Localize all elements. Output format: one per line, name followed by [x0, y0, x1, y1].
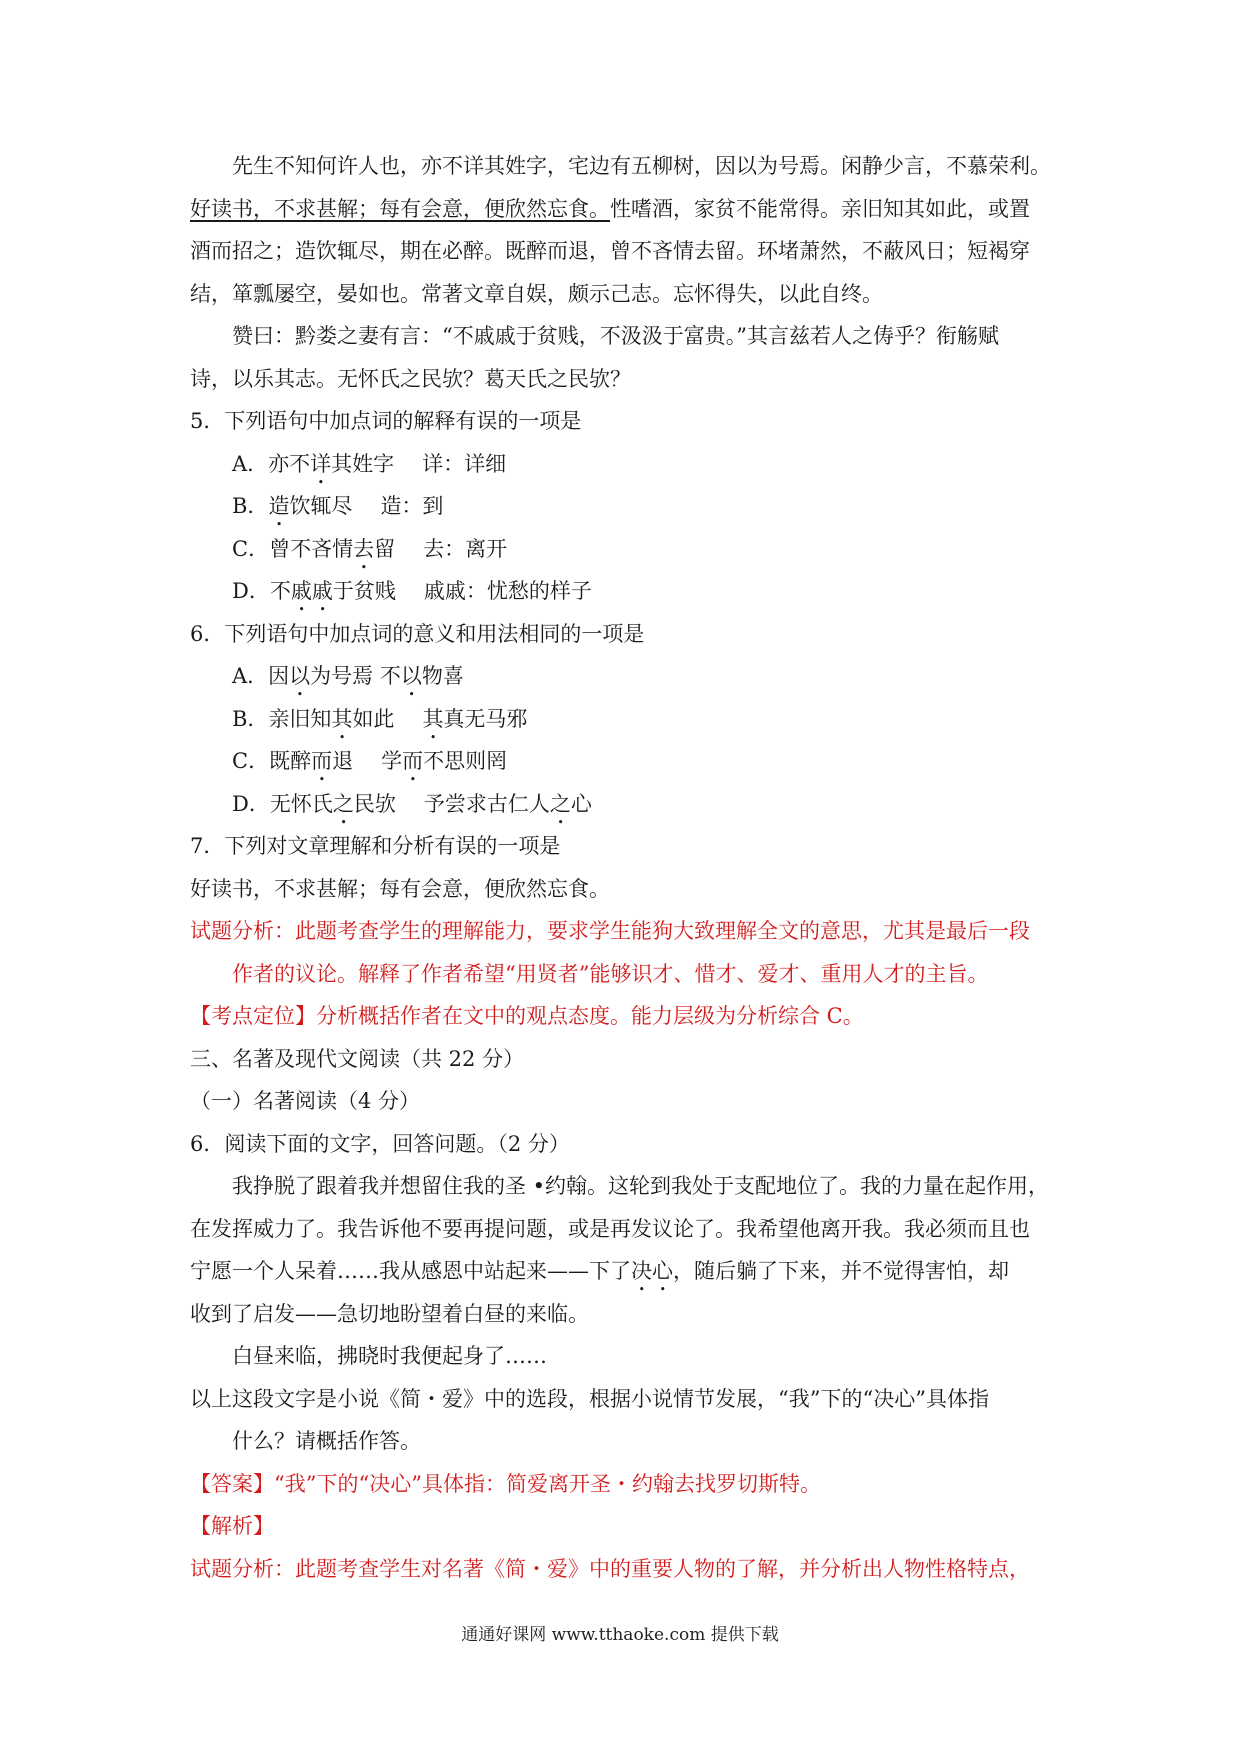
- q5-option-c: [190, 528, 1060, 571]
- analysis-text: 试题分析：此题考查学生对名著《简・爱》中的重要人物的了解，并分析出人物性格特点，: [190, 1556, 1030, 1581]
- label-text: 【解析】: [190, 1514, 274, 1538]
- option-text: 其姓字: [331, 451, 395, 476]
- passage-line: [190, 315, 1060, 358]
- point-text: 【考点定位】分析概括作者在文中的观点态度。能力层级为分析综合 C。: [190, 1004, 864, 1028]
- excerpt-text: 收到了启发——急切地盼望着白昼的来临。: [190, 1301, 589, 1326]
- q6-option-a: [190, 655, 1060, 698]
- option-text: 为号焉: [310, 664, 374, 688]
- option-text: 留: [374, 536, 396, 561]
- dotted-word: 而: [402, 749, 424, 773]
- page-footer: [0, 1620, 1240, 1645]
- q5-option-d: [190, 570, 1060, 613]
- q6-option-d: [190, 783, 1060, 826]
- option-text: 亦不: [268, 451, 311, 476]
- option-gloss: 造：到: [380, 494, 444, 518]
- question-6-stem: [190, 613, 1060, 656]
- option-text: 不: [269, 579, 291, 603]
- q6-option-b: [190, 698, 1060, 741]
- dotted-word: 决心: [631, 1259, 673, 1283]
- passage-line: [190, 273, 1060, 316]
- option-text: 饮辄尽: [289, 494, 353, 518]
- option-letter: B．: [232, 706, 269, 731]
- excerpt-text: ，随后躺了下来，并不觉得害怕，却: [673, 1259, 1009, 1283]
- dotted-word: 其: [422, 706, 444, 731]
- q7-point: [190, 995, 1060, 1038]
- option-text: 物喜: [421, 664, 464, 688]
- option-text: 因: [268, 664, 290, 688]
- passage-text: 先生不知何许人也，亦不详其姓字，宅边有五柳树，因以为号焉。闲静少言，不慕荣利。: [232, 154, 1051, 178]
- excerpt-text: 我挣脱了跟着我并想留住我的圣 •约翰。这轮到我处于支配地位了。我的力量在起作用，: [232, 1174, 1050, 1198]
- dotted-word: 以: [400, 664, 422, 688]
- dotted-word: 之: [549, 791, 571, 816]
- q7-analysis: [190, 953, 1060, 996]
- passage-line: [190, 188, 1060, 231]
- dotted-word: 而: [311, 749, 333, 773]
- excerpt-line: [190, 1293, 1060, 1336]
- question-text: 什么？请概括作答。: [232, 1429, 421, 1453]
- option-text: 不思则罔: [423, 749, 508, 773]
- option-gloss: 详：详细: [422, 451, 507, 476]
- q5-option-a: [190, 443, 1060, 486]
- option-text: 不: [379, 664, 401, 688]
- passage-text: 性嗜酒，家贫不能常得。亲旧知其如此，或置: [610, 196, 1030, 221]
- excerpt-line: [190, 1165, 1060, 1208]
- option-text: 既醉: [269, 749, 312, 773]
- question-text: 6．下列语句中加点词的意义和用法相同的一项是: [190, 621, 645, 646]
- passage-text: 结，箪瓢屡空，晏如也。常著文章自娱，颇示己志。忘怀得失，以此自终。: [190, 281, 883, 306]
- question-7-stem: [190, 825, 1060, 868]
- underlined-sentence: 好读书，不求甚解；每有会意，便欣然忘食。: [190, 196, 610, 221]
- question-text: 以上这段文字是小说《简・爱》中的选段，根据小说情节发展，“我”下的“决心”具体指: [190, 1386, 989, 1411]
- passage-text: 赞曰：黔娄之妻有言：“不戚戚于贫贱，不汲汲于富贵。”其言兹若人之俦乎？衔觞赋: [232, 324, 999, 348]
- option-text: 如此: [352, 706, 395, 731]
- dotted-word: 其: [331, 706, 353, 731]
- option-letter: C．: [232, 749, 270, 773]
- analysis-text: 试题分析：此题考查学生的理解能力，要求学生能狗大致理解全文的意思，尤其是最后一段: [190, 919, 1030, 943]
- question-text: 7．下列对文章理解和分析有误的一项是: [190, 834, 561, 858]
- option-text: 无怀氏: [269, 791, 333, 816]
- passage-text: 酒而招之；造饮辄尽，期在必醉。既醉而退，曾不吝情去留。环堵萧然，不蔽风日；短褐穿: [190, 239, 1030, 263]
- question-6b-stem: [190, 1123, 1060, 1166]
- page-content: [190, 145, 1060, 1590]
- dotted-word: 详: [310, 451, 332, 476]
- option-text: 予尝求古仁人: [423, 791, 550, 816]
- option-letter: D．: [232, 579, 270, 603]
- q6-option-c: [190, 740, 1060, 783]
- option-text: 学: [381, 749, 403, 773]
- option-text: 于贫贱: [332, 579, 396, 603]
- option-gloss: 戚戚：忧愁的样子: [423, 579, 592, 603]
- answer-text: 好读书，不求甚解；每有会意，便欣然忘食。: [190, 876, 610, 901]
- q7-answer-line: [190, 868, 1060, 911]
- option-text: 民欤: [353, 791, 396, 816]
- option-text: 真无马邪: [443, 706, 528, 731]
- question-5-stem: [190, 400, 1060, 443]
- option-gloss: 去：离开: [423, 536, 508, 561]
- section-heading: [190, 1038, 1060, 1081]
- question-text: 6．阅读下面的文字，回答问题。（2 分）: [190, 1131, 570, 1156]
- heading-text: 三、名著及现代文阅读（共 22 分）: [190, 1046, 525, 1071]
- option-letter: A．: [232, 451, 269, 476]
- q6b-question: [190, 1420, 1060, 1463]
- q5-option-b: [190, 485, 1060, 528]
- option-letter: B．: [232, 494, 269, 518]
- heading-text: （一）名著阅读（4 分）: [190, 1089, 421, 1113]
- passage-line: [190, 230, 1060, 273]
- q6b-analysis: [190, 1548, 1060, 1591]
- excerpt-text: 白昼来临，拂晓时我便起身了……: [232, 1344, 547, 1368]
- excerpt-text: 宁愿一个人呆着……我从感恩中站起来——下了: [190, 1259, 631, 1283]
- passage-line: [190, 145, 1060, 188]
- passage-text: 诗，以乐其志。无怀氏之民欤？葛天氏之民欤？: [190, 366, 631, 391]
- q6b-analysis-label: [190, 1505, 1060, 1548]
- dotted-word: 之: [332, 791, 354, 816]
- passage-line: [190, 358, 1060, 401]
- excerpt-line: [190, 1250, 1060, 1293]
- option-text: 心: [570, 791, 592, 816]
- dotted-word: 戚戚: [290, 579, 333, 603]
- option-text: 曾不吝情: [269, 536, 354, 561]
- dotted-word: 去: [353, 536, 375, 561]
- excerpt-line: [190, 1208, 1060, 1251]
- dotted-word: 以: [289, 664, 311, 688]
- excerpt-text: 在发挥威力了。我告诉他不要再提问题，或是再发议论了。我希望他离开我。我必须而且也: [190, 1216, 1030, 1241]
- q6b-question: [190, 1378, 1060, 1421]
- footer-text: 通通好课网 www.tthaoke.com 提供下载: [461, 1625, 779, 1645]
- option-text: 亲旧知: [268, 706, 332, 731]
- option-text: 退: [332, 749, 354, 773]
- subsection-heading: [190, 1080, 1060, 1123]
- option-letter: D．: [232, 791, 270, 816]
- option-letter: A．: [232, 664, 269, 688]
- option-letter: C．: [232, 536, 270, 561]
- excerpt-line: [190, 1335, 1060, 1378]
- q6b-answer: [190, 1463, 1060, 1506]
- analysis-text: 作者的议论。解释了作者希望“用贤者”能够识才、惜才、爱才、重用人才的主旨。: [232, 961, 989, 986]
- q7-analysis: [190, 910, 1060, 953]
- answer-text: 【答案】“我”下的“决心”具体指：简爱离开圣・约翰去找罗切斯特。: [190, 1471, 821, 1496]
- question-text: 5．下列语句中加点词的解释有误的一项是: [190, 409, 582, 433]
- dotted-word: 造: [268, 494, 290, 518]
